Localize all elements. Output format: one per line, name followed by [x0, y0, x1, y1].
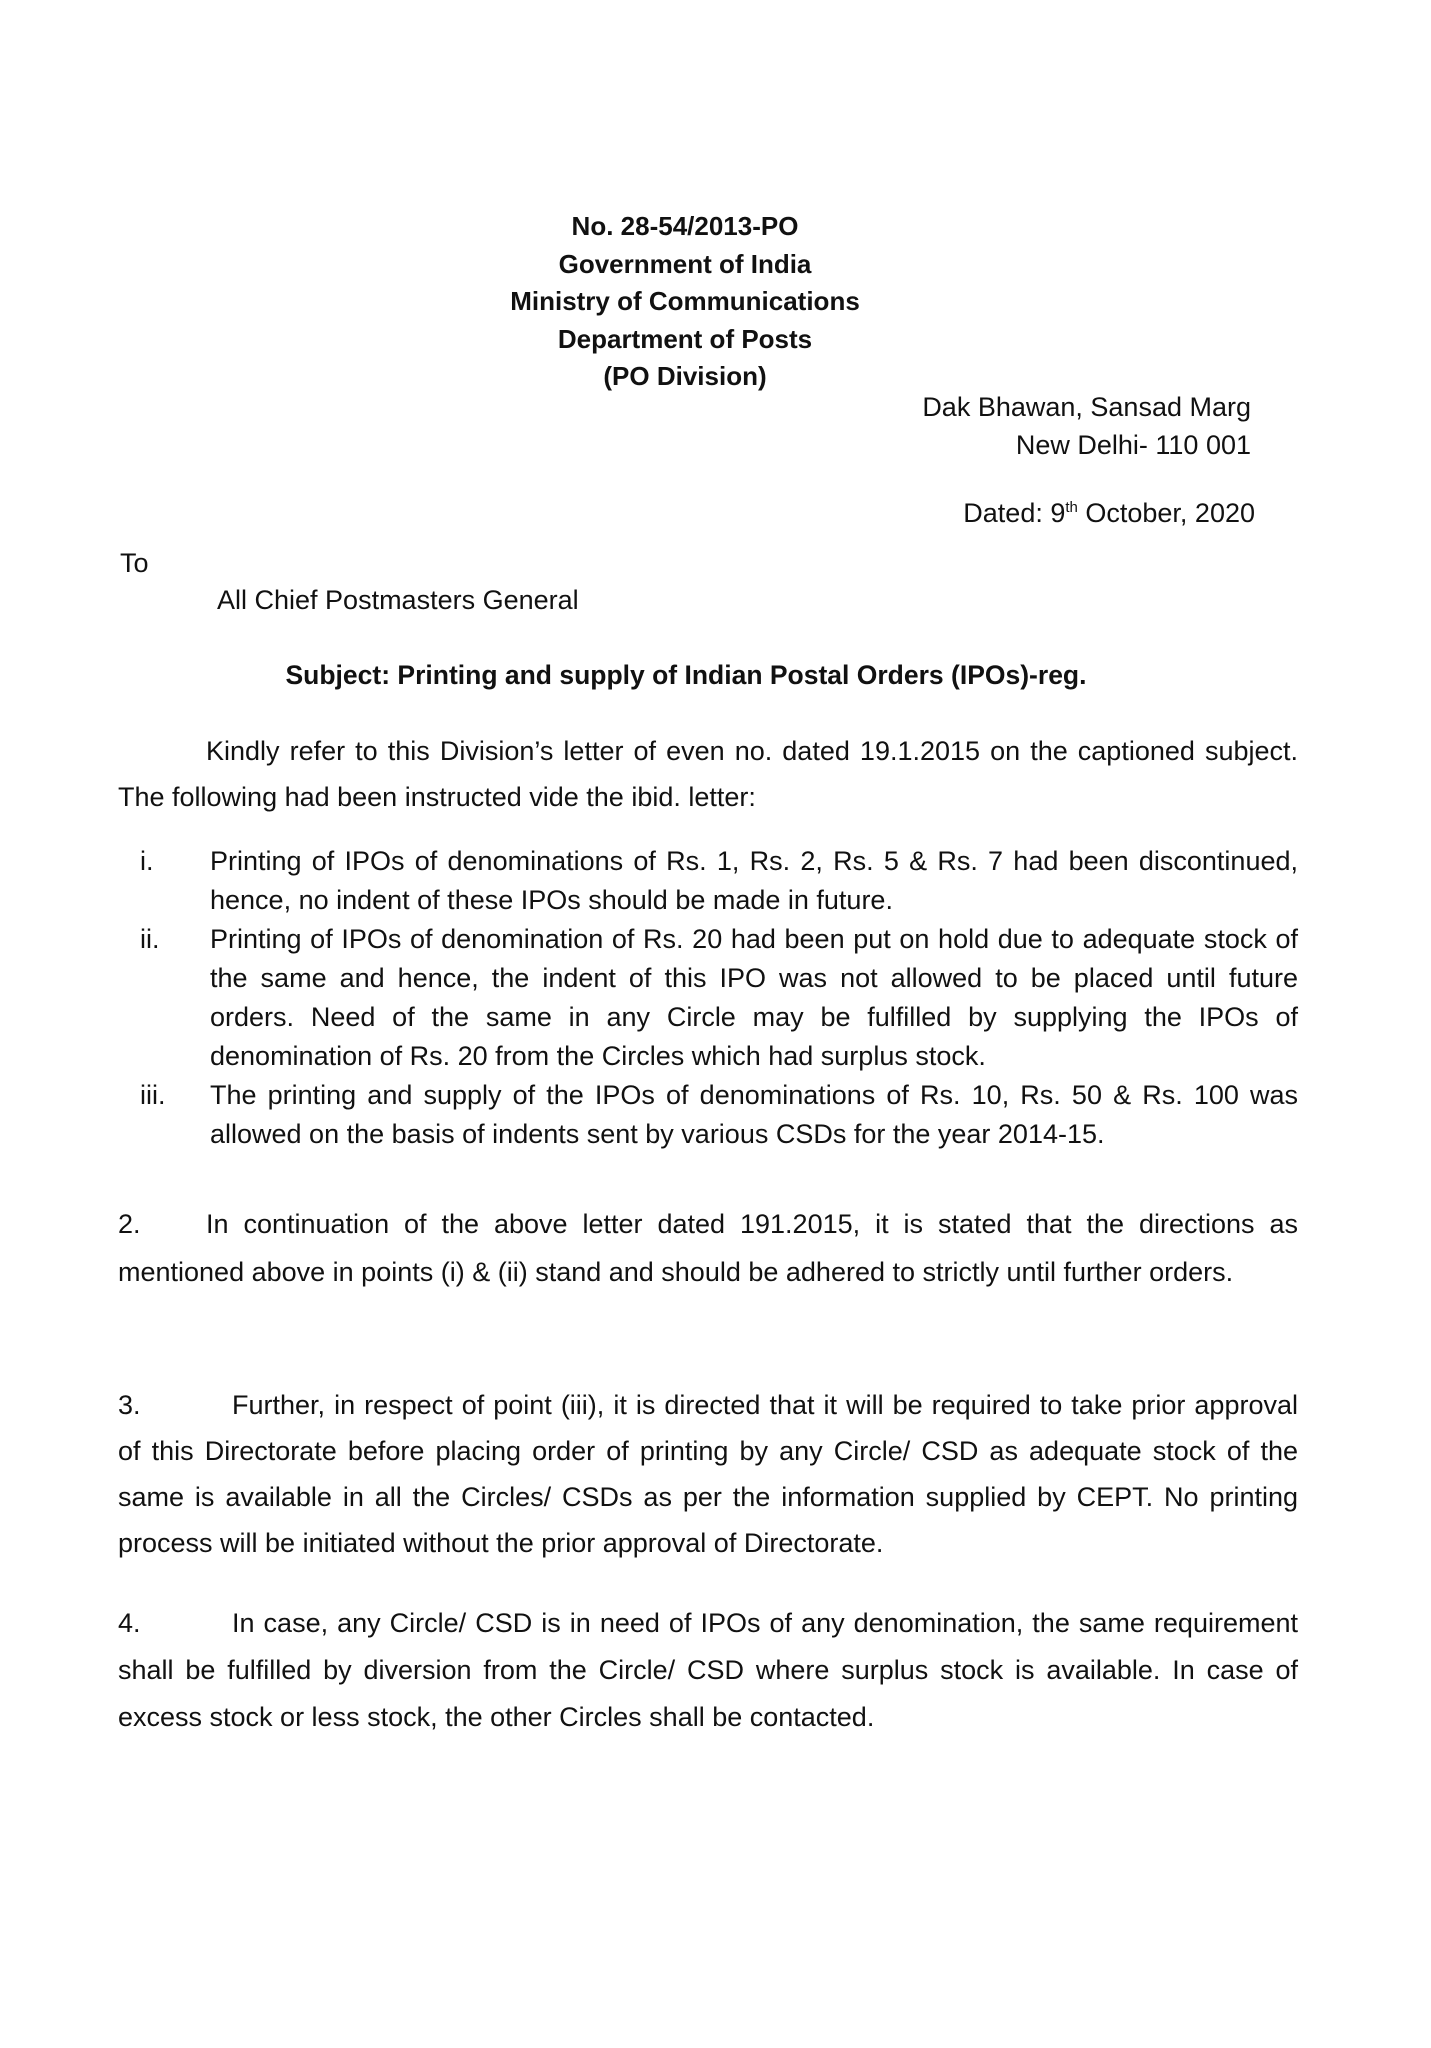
paragraph-text: Further, in respect of point (iii), it is directed that it will be required to take prior approval of this Directorate before placing order of printing by any Circle/ CSD as adequate stock of the same is available in all the Circles/ CSDs as per the information supplied by CEPT. No printing process will be initiated without the prior approval of Directorate.	[118, 1390, 1298, 1558]
government-name: Government of India	[558, 248, 812, 279]
address-line-2: New Delhi- 110 001	[1015, 430, 1251, 460]
paragraph-number: 3.	[118, 1390, 141, 1420]
date-prefix: Dated: 9	[963, 498, 1066, 528]
list-item	[118, 842, 1298, 920]
list-item-number: ii.	[140, 924, 160, 954]
list-item	[118, 920, 1298, 1076]
paragraph-2	[118, 1200, 1298, 1296]
date-rest: October, 2020	[1077, 498, 1255, 528]
department-name: Department of Posts	[557, 323, 813, 354]
letter-header	[0, 208, 1370, 396]
date-suffix: th	[1065, 499, 1078, 516]
paragraph-number: 4.	[118, 1608, 141, 1638]
instruction-list	[118, 842, 1298, 1154]
paragraph-4	[118, 1600, 1298, 1741]
file-number: No. 28-54/2013-PO	[571, 211, 799, 241]
letter-date	[963, 498, 1255, 529]
paragraph-3	[118, 1382, 1298, 1566]
recipient: All Chief Postmasters General	[217, 585, 579, 615]
paragraph-text: In case, any Circle/ CSD is in need of IPOs of any denomination, the same requirement shall be fulfilled by diversion from the Circle/ CSD where surplus stock is available. In case of excess stock or less stock, the other Circles shall be contacted.	[118, 1608, 1298, 1732]
list-item-text: Printing of IPOs of denominations of Rs. 1, Rs. 2, Rs. 5 & Rs. 7 had been discontinued, hence, no indent of these IPOs should be made in future.	[210, 846, 1298, 915]
division-name: (PO Division)	[603, 361, 767, 391]
paragraph-text: In continuation of the above letter dated 191.2015, it is stated that the directions as mentioned above in points (i) & (ii) stand and should be adhered to strictly until further orders.	[118, 1209, 1298, 1287]
list-item-number: iii.	[140, 1080, 166, 1110]
to-label: To	[120, 548, 149, 578]
sender-address	[922, 388, 1251, 464]
list-item-number: i.	[140, 846, 154, 876]
paragraph-number: 2.	[118, 1209, 141, 1239]
list-item-text: Printing of IPOs of denomination of Rs. 20 had been put on hold due to adequate stock of the same and hence, the indent of this IPO was not allowed to be placed until future orders. Need of the same in any Circle may be fulfilled by supplying the IPOs of denomination of Rs. 20 from the Circles which had surplus stock.	[210, 924, 1298, 1071]
intro-paragraph: Kindly refer to this Division’s letter of even no. dated 19.1.2015 on the captioned subject. The following had been instructed vide the ibid. letter:	[118, 736, 1298, 812]
subject-line: Subject: Printing and supply of Indian Postal Orders (IPOs)-reg.	[285, 660, 1087, 690]
list-item-text: The printing and supply of the IPOs of denominations of Rs. 10, Rs. 50 & Rs. 100 was allowed on the basis of indents sent by various CSDs for the year 2014-15.	[210, 1080, 1298, 1149]
ministry-name: Ministry of Communications	[510, 286, 860, 316]
list-item	[118, 1076, 1298, 1154]
address-line-1: Dak Bhawan, Sansad Marg	[922, 392, 1251, 422]
